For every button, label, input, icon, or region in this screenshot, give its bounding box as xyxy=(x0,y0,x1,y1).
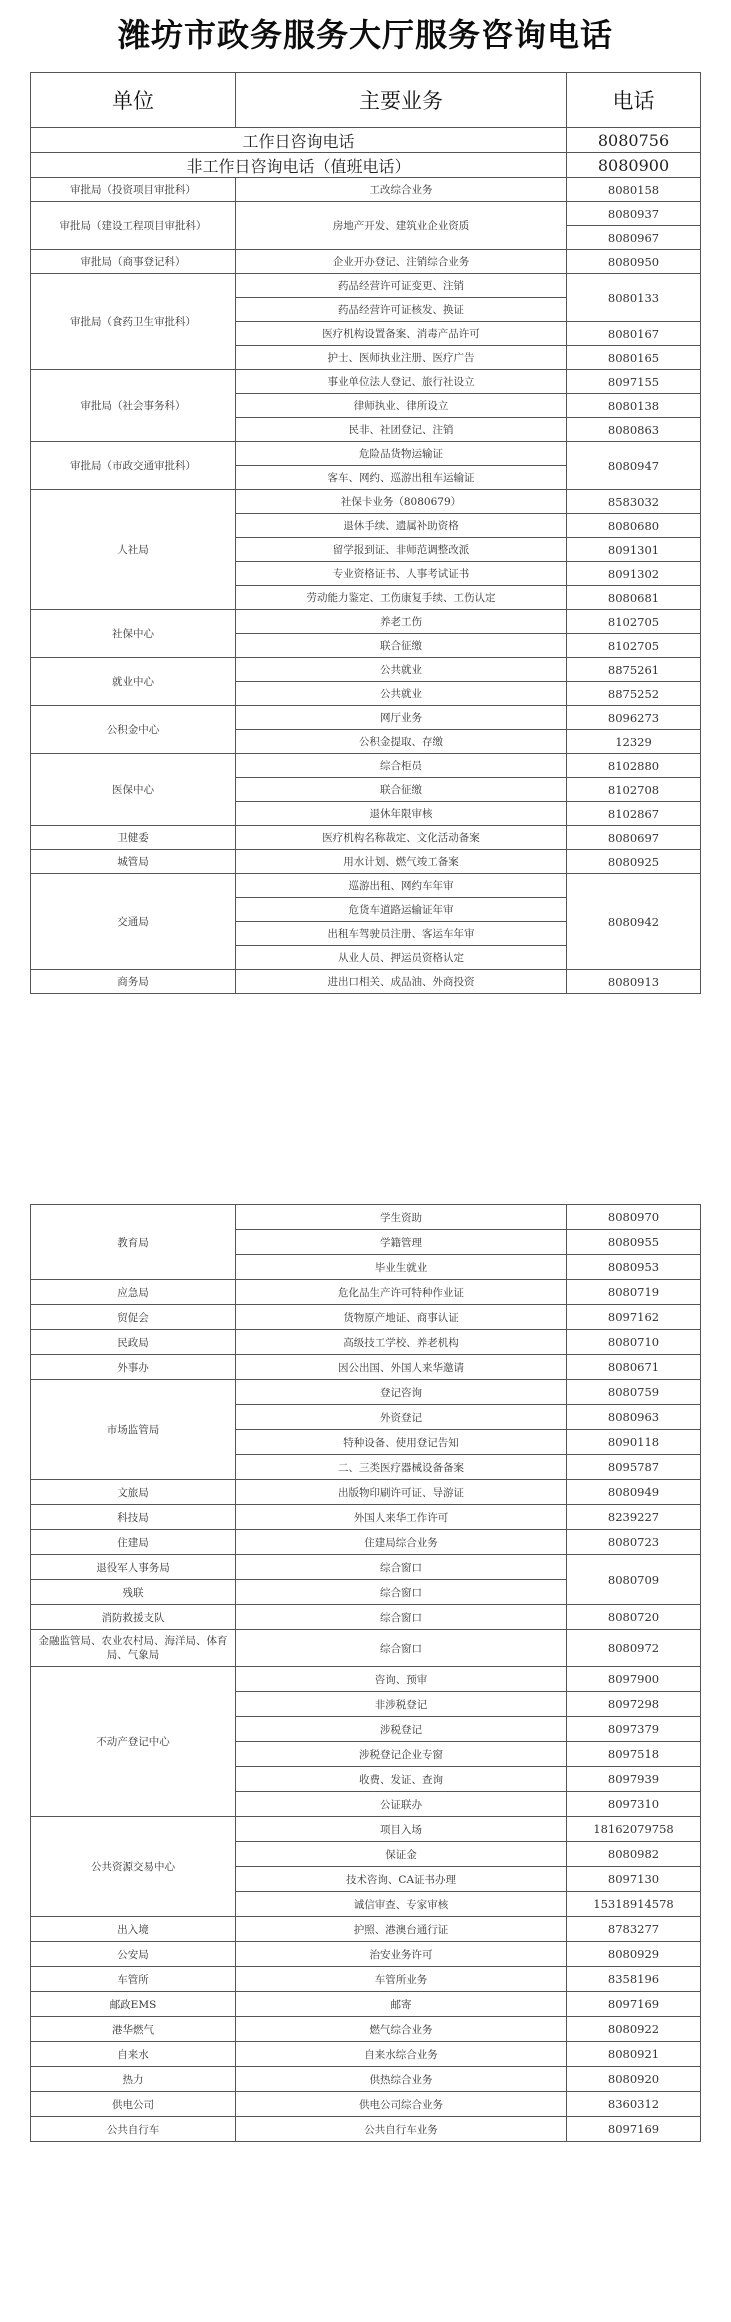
phone-cell: 8090118 xyxy=(567,1430,701,1455)
business-cell: 涉税登记 xyxy=(236,1717,567,1742)
table-row xyxy=(31,178,701,202)
business-cell: 车管所业务 xyxy=(236,1967,567,1992)
phone-cell: 8080967 xyxy=(567,226,701,250)
business-cell: 护士、医师执业注册、医疗广告 xyxy=(236,346,567,370)
table-row xyxy=(31,274,701,298)
phone-cell: 8239227 xyxy=(567,1505,701,1530)
phone-cell: 8080138 xyxy=(567,394,701,418)
phone-cell: 8875252 xyxy=(567,682,701,706)
table-row xyxy=(31,2042,701,2067)
phone-table-part2 xyxy=(30,1204,701,2142)
table-row xyxy=(31,1380,701,1405)
table-row xyxy=(31,658,701,682)
unit-cell: 社保中心 xyxy=(31,610,236,658)
phone-cell: 8080982 xyxy=(567,1842,701,1867)
business-cell: 护照、港澳台通行证 xyxy=(236,1917,567,1942)
business-cell: 联合征缴 xyxy=(236,778,567,802)
unit-cell: 医保中心 xyxy=(31,754,236,826)
business-cell: 涉税登记企业专窗 xyxy=(236,1742,567,1767)
unit-cell: 市场监管局 xyxy=(31,1380,236,1480)
business-cell: 客车、网约、巡游出租车运输证 xyxy=(236,466,567,490)
business-cell: 外国人来华工作许可 xyxy=(236,1505,567,1530)
unit-cell: 人社局 xyxy=(31,490,236,610)
business-cell: 企业开办登记、注销综合业务 xyxy=(236,250,567,274)
unit-cell: 车管所 xyxy=(31,1967,236,1992)
phone-cell: 8102867 xyxy=(567,802,701,826)
business-cell: 从业人员、押运员资格认定 xyxy=(236,946,567,970)
business-cell: 特种设备、使用登记告知 xyxy=(236,1430,567,1455)
table-row xyxy=(31,850,701,874)
phone-cell: 18162079758 xyxy=(567,1817,701,1842)
table-row xyxy=(31,970,701,994)
unit-cell: 港华燃气 xyxy=(31,2017,236,2042)
unit-cell: 交通局 xyxy=(31,874,236,970)
business-cell: 公共自行车业务 xyxy=(236,2117,567,2142)
business-cell: 咨询、预审 xyxy=(236,1667,567,1692)
business-cell: 保证金 xyxy=(236,1842,567,1867)
business-cell: 登记咨询 xyxy=(236,1380,567,1405)
phone-table-part1 xyxy=(30,72,701,994)
table-row xyxy=(31,1205,701,1230)
business-cell: 学籍管理 xyxy=(236,1230,567,1255)
table-row xyxy=(31,1280,701,1305)
business-cell: 综合窗口 xyxy=(236,1555,567,1580)
phone-cell: 8080719 xyxy=(567,1280,701,1305)
phone-cell: 8097939 xyxy=(567,1767,701,1792)
business-cell: 供电公司综合业务 xyxy=(236,2092,567,2117)
business-cell: 律师执业、律所设立 xyxy=(236,394,567,418)
unit-cell: 残联 xyxy=(31,1580,236,1605)
phone-cell: 8097310 xyxy=(567,1792,701,1817)
business-cell: 进出口相关、成品油、外商投资 xyxy=(236,970,567,994)
business-cell: 诚信审查、专家审核 xyxy=(236,1892,567,1917)
phone-cell: 8091301 xyxy=(567,538,701,562)
unit-cell: 审批局（商事登记科） xyxy=(31,250,236,274)
page-title: 潍坊市政务服务大厅服务咨询电话 xyxy=(117,16,613,54)
business-cell: 公证联办 xyxy=(236,1792,567,1817)
business-cell: 网厅业务 xyxy=(236,706,567,730)
table-row xyxy=(31,2092,701,2117)
business-cell: 用水计划、燃气竣工备案 xyxy=(236,850,567,874)
phone-cell: 8783277 xyxy=(567,1917,701,1942)
table-row xyxy=(31,706,701,730)
business-cell: 综合柜员 xyxy=(236,754,567,778)
phone-cell: 8080955 xyxy=(567,1230,701,1255)
business-cell: 供热综合业务 xyxy=(236,2067,567,2092)
phone-cell: 8080697 xyxy=(567,826,701,850)
table-row xyxy=(31,1967,701,1992)
business-cell: 住建局综合业务 xyxy=(236,1530,567,1555)
unit-cell: 教育局 xyxy=(31,1205,236,1280)
phone-cell: 8080913 xyxy=(567,970,701,994)
phone-cell: 8097169 xyxy=(567,1992,701,2017)
business-cell: 医疗机构名称裁定、文化活动备案 xyxy=(236,826,567,850)
unit-cell: 不动产登记中心 xyxy=(31,1667,236,1817)
unit-cell: 公共自行车 xyxy=(31,2117,236,2142)
unit-cell: 卫健委 xyxy=(31,826,236,850)
business-cell: 非涉税登记 xyxy=(236,1692,567,1717)
phone-cell: 8080133 xyxy=(567,274,701,322)
table-row xyxy=(31,754,701,778)
hotline-label: 非工作日咨询电话（值班电话） xyxy=(31,153,567,178)
phone-cell: 8097379 xyxy=(567,1717,701,1742)
business-cell: 收费、发证、查询 xyxy=(236,1767,567,1792)
unit-cell: 文旅局 xyxy=(31,1480,236,1505)
table-row xyxy=(31,1667,701,1692)
table-row xyxy=(31,2117,701,2142)
business-cell: 危化品生产许可特种作业证 xyxy=(236,1280,567,1305)
phone-cell: 8080937 xyxy=(567,202,701,226)
business-cell: 危货车道路运输证年审 xyxy=(236,898,567,922)
phone-cell: 8097155 xyxy=(567,370,701,394)
business-cell: 综合窗口 xyxy=(236,1580,567,1605)
table-row xyxy=(31,1530,701,1555)
business-cell: 工改综合业务 xyxy=(236,178,567,202)
table-row xyxy=(31,874,701,898)
phone-cell: 12329 xyxy=(567,730,701,754)
phone-cell: 8080680 xyxy=(567,514,701,538)
phone-cell: 8097162 xyxy=(567,1305,701,1330)
business-cell: 药品经营许可证核发、换证 xyxy=(236,298,567,322)
business-cell: 药品经营许可证变更、注销 xyxy=(236,274,567,298)
business-cell: 养老工伤 xyxy=(236,610,567,634)
table-row xyxy=(31,490,701,514)
phone-cell: 8360312 xyxy=(567,2092,701,2117)
phone-cell: 8080925 xyxy=(567,850,701,874)
business-cell: 高级技工学校、养老机构 xyxy=(236,1330,567,1355)
phone-cell: 8080972 xyxy=(567,1630,701,1667)
business-cell: 出租车驾驶员注册、客运车年审 xyxy=(236,922,567,946)
unit-cell: 审批局（食药卫生审批科） xyxy=(31,274,236,370)
business-cell: 事业单位法人登记、旅行社设立 xyxy=(236,370,567,394)
phone-cell: 8080863 xyxy=(567,418,701,442)
unit-cell: 审批局（投资项目审批科） xyxy=(31,178,236,202)
table-row xyxy=(31,826,701,850)
business-cell: 自来水综合业务 xyxy=(236,2042,567,2067)
unit-cell: 科技局 xyxy=(31,1505,236,1530)
unit-cell: 热力 xyxy=(31,2067,236,2092)
table-row xyxy=(31,1555,701,1580)
header-unit: 单位 xyxy=(31,73,236,128)
table-row xyxy=(31,202,701,226)
header-phone: 电话 xyxy=(567,73,701,128)
table-row xyxy=(31,1992,701,2017)
table-row xyxy=(31,2067,701,2092)
unit-cell: 公积金中心 xyxy=(31,706,236,754)
phone-cell: 8091302 xyxy=(567,562,701,586)
unit-cell: 审批局（社会事务科） xyxy=(31,370,236,442)
phone-cell: 8080710 xyxy=(567,1330,701,1355)
phone-cell: 8097298 xyxy=(567,1692,701,1717)
business-cell: 因公出国、外国人来华邀请 xyxy=(236,1355,567,1380)
hotline-row xyxy=(31,153,701,178)
business-cell: 公积金提取、存缴 xyxy=(236,730,567,754)
unit-cell: 自来水 xyxy=(31,2042,236,2067)
phone-cell: 8102880 xyxy=(567,754,701,778)
table-row xyxy=(31,610,701,634)
business-cell: 项目入场 xyxy=(236,1817,567,1842)
unit-cell: 公安局 xyxy=(31,1942,236,1967)
business-cell: 综合窗口 xyxy=(236,1605,567,1630)
phone-cell: 8080709 xyxy=(567,1555,701,1605)
phone-cell: 8080950 xyxy=(567,250,701,274)
table-row xyxy=(31,1480,701,1505)
phone-cell: 8080953 xyxy=(567,1255,701,1280)
business-cell: 公共就业 xyxy=(236,682,567,706)
unit-cell: 退役军人事务局 xyxy=(31,1555,236,1580)
table-row xyxy=(31,1330,701,1355)
business-cell: 出版物印刷许可证、导游证 xyxy=(236,1480,567,1505)
unit-cell: 商务局 xyxy=(31,970,236,994)
phone-cell: 8080681 xyxy=(567,586,701,610)
phone-cell: 8080949 xyxy=(567,1480,701,1505)
unit-cell: 审批局（市政交通审批科） xyxy=(31,442,236,490)
business-cell: 房地产开发、建筑业企业资质 xyxy=(236,202,567,250)
phone-cell: 8102705 xyxy=(567,634,701,658)
table-row xyxy=(31,1605,701,1630)
unit-cell: 应急局 xyxy=(31,1280,236,1305)
business-cell: 退休年限审核 xyxy=(236,802,567,826)
business-cell: 劳动能力鉴定、工伤康复手续、工伤认定 xyxy=(236,586,567,610)
unit-cell: 公共资源交易中心 xyxy=(31,1817,236,1917)
business-cell: 退休手续、遗属补助资格 xyxy=(236,514,567,538)
phone-cell: 8875261 xyxy=(567,658,701,682)
hotline-phone: 8080900 xyxy=(567,153,701,178)
phone-cell: 8080942 xyxy=(567,874,701,970)
table-row xyxy=(31,1917,701,1942)
phone-cell: 8080723 xyxy=(567,1530,701,1555)
business-cell: 治安业务许可 xyxy=(236,1942,567,1967)
phone-cell: 8583032 xyxy=(567,490,701,514)
business-cell: 二、三类医疗器械设备备案 xyxy=(236,1455,567,1480)
business-cell: 邮寄 xyxy=(236,1992,567,2017)
unit-cell: 金融监管局、农业农村局、海洋局、体育局、气象局 xyxy=(31,1630,236,1667)
phone-cell: 8097169 xyxy=(567,2117,701,2142)
phone-cell: 8102708 xyxy=(567,778,701,802)
phone-cell: 8102705 xyxy=(567,610,701,634)
business-cell: 毕业生就业 xyxy=(236,1255,567,1280)
unit-cell: 城管局 xyxy=(31,850,236,874)
table-row xyxy=(31,1630,701,1667)
phone-cell: 8080167 xyxy=(567,322,701,346)
phone-cell: 8095787 xyxy=(567,1455,701,1480)
phone-cell: 8080947 xyxy=(567,442,701,490)
table-row xyxy=(31,1305,701,1330)
phone-cell: 8097130 xyxy=(567,1867,701,1892)
business-cell: 联合征缴 xyxy=(236,634,567,658)
table-row xyxy=(31,250,701,274)
business-cell: 货物原产地证、商事认证 xyxy=(236,1305,567,1330)
phone-cell: 8080158 xyxy=(567,178,701,202)
unit-cell: 审批局（建设工程项目审批科） xyxy=(31,202,236,250)
phone-cell: 8080963 xyxy=(567,1405,701,1430)
unit-cell: 民政局 xyxy=(31,1330,236,1355)
business-cell: 综合窗口 xyxy=(236,1630,567,1667)
phone-cell: 8096273 xyxy=(567,706,701,730)
table-header-row xyxy=(31,73,701,128)
table-row xyxy=(31,1355,701,1380)
phone-cell: 8097900 xyxy=(567,1667,701,1692)
phone-cell: 8080929 xyxy=(567,1942,701,1967)
business-cell: 危险品货物运输证 xyxy=(236,442,567,466)
table-row xyxy=(31,1505,701,1530)
phone-cell: 8080165 xyxy=(567,346,701,370)
phone-cell: 8080922 xyxy=(567,2017,701,2042)
business-cell: 留学报到证、非师范调整改派 xyxy=(236,538,567,562)
phone-cell: 8358196 xyxy=(567,1967,701,1992)
business-cell: 巡游出租、网约车年审 xyxy=(236,874,567,898)
phone-cell: 8080759 xyxy=(567,1380,701,1405)
table-row xyxy=(31,370,701,394)
phone-cell: 8080720 xyxy=(567,1605,701,1630)
phone-cell: 8080920 xyxy=(567,2067,701,2092)
business-cell: 燃气综合业务 xyxy=(236,2017,567,2042)
hotline-row xyxy=(31,128,701,153)
unit-cell: 住建局 xyxy=(31,1530,236,1555)
unit-cell: 就业中心 xyxy=(31,658,236,706)
business-cell: 学生资助 xyxy=(236,1205,567,1230)
hotline-label: 工作日咨询电话 xyxy=(31,128,567,153)
business-cell: 民非、社团登记、注销 xyxy=(236,418,567,442)
phone-cell: 8080671 xyxy=(567,1355,701,1380)
hotline-phone: 8080756 xyxy=(567,128,701,153)
business-cell: 医疗机构设置备案、消毒产品许可 xyxy=(236,322,567,346)
table-row xyxy=(31,1817,701,1842)
unit-cell: 外事办 xyxy=(31,1355,236,1380)
business-cell: 社保卡业务（8080679） xyxy=(236,490,567,514)
phone-cell: 8080970 xyxy=(567,1205,701,1230)
unit-cell: 邮政EMS xyxy=(31,1992,236,2017)
table-row xyxy=(31,442,701,466)
table-row xyxy=(31,2017,701,2042)
unit-cell: 消防救援支队 xyxy=(31,1605,236,1630)
phone-cell: 15318914578 xyxy=(567,1892,701,1917)
business-cell: 专业资格证书、人事考试证书 xyxy=(236,562,567,586)
phone-cell: 8080921 xyxy=(567,2042,701,2067)
unit-cell: 供电公司 xyxy=(31,2092,236,2117)
business-cell: 外资登记 xyxy=(236,1405,567,1430)
phone-cell: 8097518 xyxy=(567,1742,701,1767)
business-cell: 公共就业 xyxy=(236,658,567,682)
table-row xyxy=(31,1942,701,1967)
unit-cell: 出入境 xyxy=(31,1917,236,1942)
business-cell: 技术咨询、CA证书办理 xyxy=(236,1867,567,1892)
unit-cell: 贸促会 xyxy=(31,1305,236,1330)
header-business: 主要业务 xyxy=(236,73,567,128)
